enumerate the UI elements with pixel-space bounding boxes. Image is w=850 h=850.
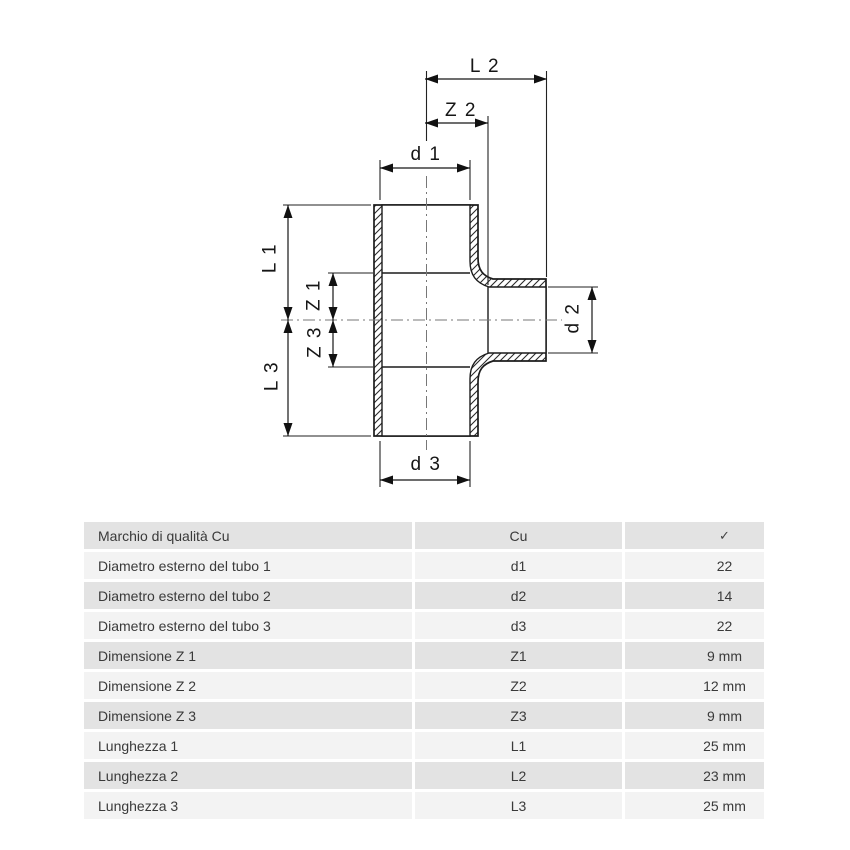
- table-row: [84, 642, 764, 669]
- spec-value: 25 mm: [625, 792, 764, 819]
- spec-label: Dimensione Z 2: [84, 672, 412, 699]
- dim-label-d1: d 1: [410, 144, 442, 165]
- dim-label-Z1: Z 1: [303, 279, 325, 311]
- spec-value: 23 mm: [625, 762, 764, 789]
- dim-label-Z2: Z 2: [445, 100, 477, 121]
- dim-label-Z3: Z 3: [304, 326, 326, 358]
- spec-value: 25 mm: [625, 732, 764, 759]
- spec-symbol: L2: [415, 762, 622, 789]
- table-row: [84, 582, 764, 609]
- spec-symbol: L1: [415, 732, 622, 759]
- spec-symbol: Cu: [415, 522, 622, 549]
- spec-symbol: d1: [415, 552, 622, 579]
- spec-symbol: d2: [415, 582, 622, 609]
- dim-label-L1: L 1: [259, 242, 281, 274]
- spec-value: 12 mm: [625, 672, 764, 699]
- spec-label: Lunghezza 1: [84, 732, 412, 759]
- spec-value: 14: [625, 582, 764, 609]
- spec-symbol: Z3: [415, 702, 622, 729]
- table-row: [84, 732, 764, 759]
- table-row: [84, 672, 764, 699]
- table-row: [84, 612, 764, 639]
- spec-symbol: d3: [415, 612, 622, 639]
- spec-label: Diametro esterno del tubo 2: [84, 582, 412, 609]
- spec-value: 9 mm: [625, 642, 764, 669]
- table-row: [84, 522, 764, 549]
- table-row: [84, 762, 764, 789]
- spec-table: [84, 522, 764, 822]
- spec-value: 9 mm: [625, 702, 764, 729]
- table-row: [84, 702, 764, 729]
- spec-label: Dimensione Z 3: [84, 702, 412, 729]
- spec-label: Lunghezza 2: [84, 762, 412, 789]
- dim-label-d3: d 3: [410, 454, 442, 475]
- dim-label-d2: d 2: [562, 302, 584, 334]
- spec-label: Marchio di qualità Cu: [84, 522, 412, 549]
- spec-value-checkmark: ✓: [625, 522, 764, 549]
- table-row: [84, 552, 764, 579]
- dim-label-L3: L 3: [261, 360, 283, 392]
- spec-symbol: L3: [415, 792, 622, 819]
- spec-label: Dimensione Z 1: [84, 642, 412, 669]
- spec-value: 22: [625, 552, 764, 579]
- spec-value: 22: [625, 612, 764, 639]
- spec-label: Diametro esterno del tubo 1: [84, 552, 412, 579]
- table-row: [84, 792, 764, 819]
- spec-label: Lunghezza 3: [84, 792, 412, 819]
- dim-label-L2: L 2: [469, 56, 501, 77]
- spec-symbol: Z2: [415, 672, 622, 699]
- spec-label: Diametro esterno del tubo 3: [84, 612, 412, 639]
- spec-symbol: Z1: [415, 642, 622, 669]
